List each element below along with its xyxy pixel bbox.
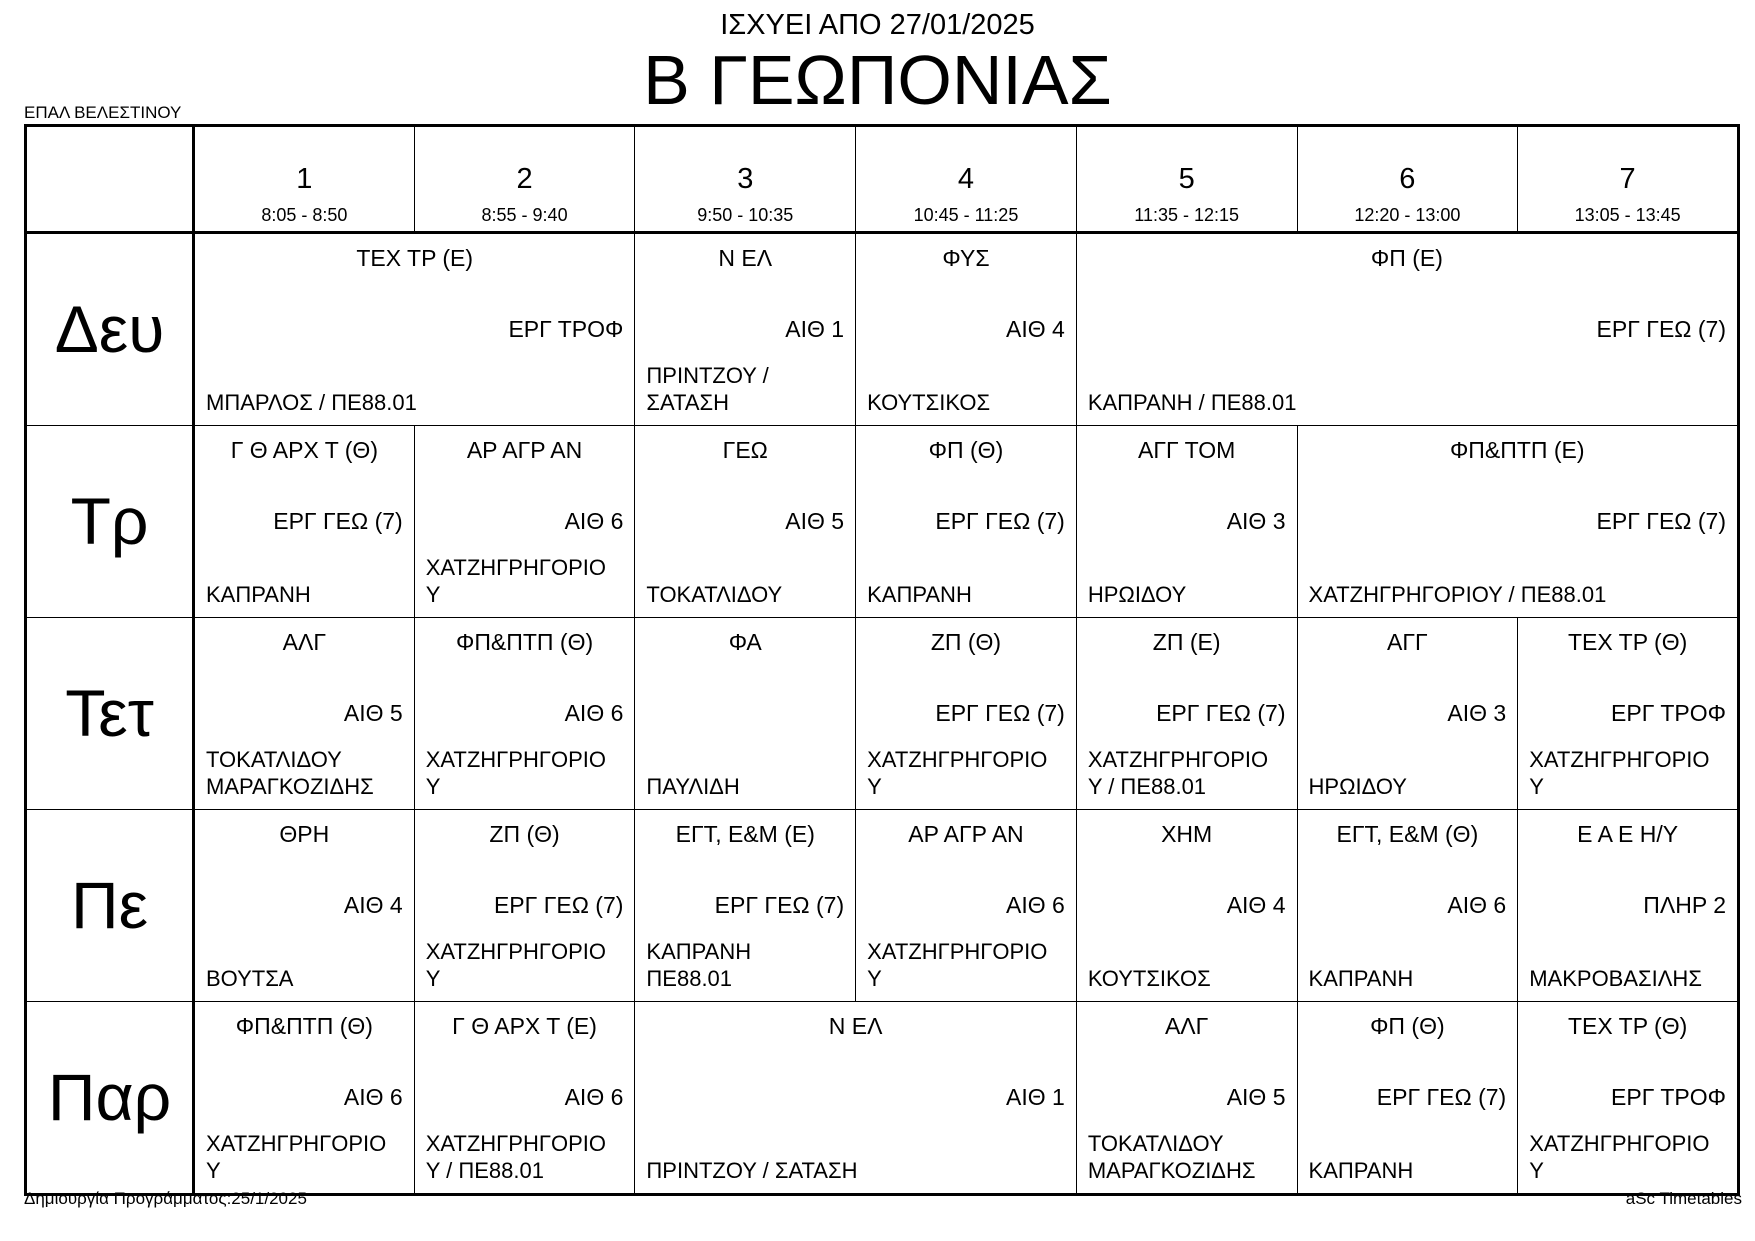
lesson-subject: ΑΓΓ ΤΟΜ: [1137, 437, 1236, 463]
period-number: 7: [1619, 163, 1636, 195]
lesson-subject: Γ Θ ΑΡΧ Τ (Ε): [452, 1013, 597, 1039]
period-header: [194, 126, 415, 233]
lesson-teacher: ΧΑΤΖΗΓΡΗΓΟΡΙΟ Υ: [425, 939, 606, 991]
lesson-teacher: ΚΑΠΡΑΝΗ ΠΕ88.01: [646, 939, 752, 991]
valid-from-date: ΙΣΧΥΕΙ ΑΠΟ 27/01/2025: [720, 9, 1035, 41]
period-number: 2: [516, 163, 533, 195]
lesson-teacher: ΧΑΤΖΗΓΡΗΓΟΡΙΟ Υ: [1529, 747, 1710, 799]
lesson-teacher: ΚΑΠΡΑΝΗ / ΠΕ88.01: [1087, 390, 1297, 415]
lesson-subject: ΦΠ&ΠΤΠ (Ε): [1449, 437, 1585, 463]
lesson-cell: [1297, 426, 1738, 618]
lesson-subject: ΦΠ&ΠΤΠ (Θ): [455, 629, 594, 655]
lesson-cell: [1297, 1002, 1518, 1195]
lesson-teacher: ΧΑΤΖΗΓΡΗΓΟΡΙΟ Υ / ΠΕ88.01: [425, 1131, 606, 1183]
lesson-teacher: ΧΑΤΖΗΓΡΗΓΟΡΙΟ Υ: [206, 1131, 387, 1183]
lesson-subject: ΖΠ (Θ): [489, 821, 560, 847]
class-title: Β ΓΕΩΠΟΝΙΑΣ: [643, 41, 1112, 119]
lesson-subject: ΧΗΜ: [1161, 821, 1213, 847]
lesson-subject: Ν ΕΛ: [828, 1013, 883, 1039]
lesson-subject: ΤΕΧ ΤΡ (Θ): [1567, 629, 1688, 655]
corner-cell: [26, 126, 194, 233]
day-label: Τρ: [26, 426, 194, 618]
lesson-room: ΕΡΓ ΤΡΟΦ: [1611, 700, 1726, 726]
lesson-subject: ΦΠ (Ε): [1370, 245, 1443, 271]
day-label: Πε: [26, 810, 194, 1002]
lesson-subject: ΖΠ (Θ): [930, 629, 1002, 655]
lesson-teacher: ΧΑΤΖΗΓΡΗΓΟΡΙΟΥ / ΠΕ88.01: [1308, 582, 1607, 607]
lesson-cell: [856, 618, 1077, 810]
period-time: 13:05 - 13:45: [1574, 205, 1681, 225]
lesson-room: ΑΙΘ 6: [1006, 892, 1065, 918]
school-name: ΕΠΑΛ ΒΕΛΕΣΤΙΝΟΥ: [24, 103, 182, 122]
timetable-header: [26, 126, 1739, 233]
lesson-subject: ΤΕΧ ΤΡ (Ε): [356, 245, 474, 271]
lesson-cell: [1518, 810, 1739, 1002]
lesson-room: ΕΡΓ ΓΕΩ (7): [935, 700, 1065, 726]
lesson-teacher: ΤΟΚΑΤΛΙΔΟΥ ΜΑΡΑΓΚΟΖΙΔΗΣ: [206, 747, 374, 799]
period-time: 8:55 - 9:40: [481, 205, 568, 225]
lesson-room: ΕΡΓ ΓΕΩ (7): [1376, 1084, 1507, 1110]
lesson-room: ΑΙΘ 5: [343, 700, 403, 726]
day-row: [26, 618, 1739, 810]
lesson-cell: [856, 810, 1077, 1002]
period-time: 10:45 - 11:25: [913, 205, 1019, 225]
lesson-teacher: ΚΑΠΡΑΝΗ: [1308, 966, 1414, 991]
lesson-room: ΑΙΘ 4: [343, 892, 403, 918]
lesson-teacher: ΚΟΥΤΣΙΚΟΣ: [867, 390, 991, 415]
period-number: 6: [1399, 163, 1416, 195]
lesson-room: ΑΙΘ 4: [1006, 316, 1065, 342]
lesson-cell: [635, 1002, 1076, 1195]
lesson-subject: ΕΓΤ, Ε&Μ (Ε): [675, 821, 815, 847]
generator-credit: aSc Timetables: [1625, 1189, 1742, 1208]
lesson-subject: Ε Α Ε Η/Υ: [1577, 821, 1679, 847]
lesson-room: ΕΡΓ ΓΕΩ (7): [493, 892, 624, 918]
lesson-teacher: ΚΟΥΤΣΙΚΟΣ: [1087, 966, 1211, 991]
lesson-subject: ΦΠ (Θ): [1370, 1013, 1445, 1039]
lesson-cell: [414, 810, 635, 1002]
lesson-room: ΕΡΓ ΤΡΟΦ: [508, 316, 624, 342]
lesson-teacher: ΠΑΥΛΙΔΗ: [646, 774, 740, 799]
timetable-body: [26, 233, 1739, 1195]
lesson-teacher: ΠΡΙΝΤΖΟΥ / ΣΑΤΑΣΗ: [646, 363, 769, 415]
lesson-room: ΑΙΘ 1: [785, 316, 845, 342]
lesson-room: ΕΡΓ ΓΕΩ (7): [273, 508, 403, 534]
period-header: [856, 126, 1077, 233]
lesson-cell: [414, 426, 635, 618]
lesson-teacher: ΧΑΤΖΗΓΡΗΓΟΡΙΟ Υ: [425, 555, 606, 607]
period-header: [1297, 126, 1518, 233]
lesson-subject: ΑΡ ΑΓΡ ΑΝ: [908, 821, 1024, 847]
lesson-room: ΠΛΗΡ 2: [1643, 892, 1726, 918]
period-time: 9:50 - 10:35: [697, 205, 794, 225]
lesson-subject: ΕΓΤ, Ε&Μ (Θ): [1336, 821, 1479, 847]
lesson-teacher: ΜΠΑΡΛΟΣ / ΠΕ88.01: [206, 390, 417, 415]
lesson-room: ΕΡΓ ΓΕΩ (7): [1596, 316, 1726, 342]
lesson-room: ΑΙΘ 6: [564, 700, 624, 726]
lesson-subject: Γ Θ ΑΡΧ Τ (Θ): [230, 437, 378, 463]
day-row: [26, 233, 1739, 426]
lesson-cell: [635, 426, 856, 618]
lesson-subject: ΦΥΣ: [942, 245, 990, 271]
lesson-room: ΕΡΓ ΓΕΩ (7): [714, 892, 845, 918]
lesson-teacher: ΤΟΚΑΤΛΙΔΟΥ ΜΑΡΑΓΚΟΖΙΔΗΣ: [1087, 1131, 1256, 1183]
lesson-cell: [194, 426, 415, 618]
lesson-teacher: ΒΟΥΤΣΑ: [206, 966, 294, 991]
period-number: 1: [296, 163, 313, 195]
lesson-subject: ΑΡ ΑΓΡ ΑΝ: [466, 437, 583, 463]
lesson-teacher: ΚΑΠΡΑΝΗ: [1308, 1158, 1414, 1183]
period-number: 5: [1178, 163, 1195, 195]
lesson-subject: Ν ΕΛ: [718, 245, 773, 271]
lesson-teacher: ΧΑΤΖΗΓΡΗΓΟΡΙΟ Υ: [425, 747, 606, 799]
day-label: Παρ: [26, 1002, 194, 1195]
lesson-teacher: ΧΑΤΖΗΓΡΗΓΟΡΙΟ Υ: [867, 747, 1048, 799]
lesson-subject: ΑΛΓ: [1164, 1013, 1209, 1039]
period-time: 12:20 - 13:00: [1354, 205, 1461, 225]
lesson-teacher: ΧΑΤΖΗΓΡΗΓΟΡΙΟ Υ: [1529, 1131, 1710, 1183]
lesson-cell: [1076, 426, 1297, 618]
created-date: Δημιουργία Προγράμματος:25/1/2025: [24, 1189, 307, 1208]
lesson-room: ΑΙΘ 1: [1006, 1084, 1065, 1110]
lesson-teacher: ΧΑΤΖΗΓΡΗΓΟΡΙΟ Υ: [867, 939, 1048, 991]
lesson-room: ΕΡΓ ΓΕΩ (7): [1596, 508, 1726, 534]
lesson-cell: [635, 618, 856, 810]
day-row: [26, 1002, 1739, 1195]
lesson-subject: ΦΠ (Θ): [928, 437, 1004, 463]
lesson-room: ΑΙΘ 6: [343, 1084, 403, 1110]
day-label: Δευ: [26, 233, 194, 426]
lesson-cell: [194, 233, 635, 426]
lesson-teacher: ΚΑΠΡΑΝΗ: [867, 582, 972, 607]
lesson-cell: [1076, 233, 1738, 426]
lesson-cell: [414, 618, 635, 810]
day-label: Τετ: [26, 618, 194, 810]
lesson-teacher: ΗΡΩΙΔΟΥ: [1308, 774, 1407, 799]
lesson-teacher: ΧΑΤΖΗΓΡΗΓΟΡΙΟ Υ / ΠΕ88.01: [1087, 747, 1269, 799]
lesson-teacher: ΗΡΩΙΔΟΥ: [1087, 582, 1187, 607]
lesson-subject: ΖΠ (Ε): [1152, 629, 1221, 655]
period-header: [414, 126, 635, 233]
lesson-room: ΕΡΓ ΓΕΩ (7): [935, 508, 1065, 534]
lesson-cell: [194, 1002, 415, 1195]
lesson-subject: ΦΑ: [728, 629, 762, 655]
lesson-teacher: ΚΑΠΡΑΝΗ: [206, 582, 311, 607]
lesson-cell: [194, 618, 415, 810]
lesson-subject: ΑΓΓ: [1387, 629, 1428, 655]
lesson-cell: [1076, 1002, 1297, 1195]
lesson-cell: [1518, 1002, 1739, 1195]
lesson-room: ΕΡΓ ΓΕΩ (7): [1156, 700, 1286, 726]
lesson-cell: [635, 233, 856, 426]
period-number: 3: [737, 163, 754, 195]
lesson-cell: [635, 810, 856, 1002]
lesson-teacher: ΤΟΚΑΤΛΙΔΟΥ: [646, 582, 783, 607]
lesson-room: ΑΙΘ 6: [564, 1084, 624, 1110]
lesson-subject: ΤΕΧ ΤΡ (Θ): [1567, 1013, 1688, 1039]
period-header: [635, 126, 856, 233]
lesson-cell: [1297, 810, 1518, 1002]
lesson-subject: ΘΡΗ: [279, 821, 330, 847]
period-time: 11:35 - 12:15: [1134, 205, 1240, 225]
lesson-room: ΑΙΘ 4: [1226, 892, 1286, 918]
lesson-cell: [856, 426, 1077, 618]
lesson-teacher: ΠΡΙΝΤΖΟΥ / ΣΑΤΑΣΗ: [646, 1158, 858, 1183]
period-number: 4: [957, 163, 975, 195]
period-time: 8:05 - 8:50: [261, 205, 348, 225]
lesson-cell: [1076, 618, 1297, 810]
lesson-cell: [1076, 810, 1297, 1002]
day-row: [26, 810, 1739, 1002]
lesson-subject: ΑΛΓ: [282, 629, 327, 655]
timetable: [24, 124, 1740, 1196]
lesson-room: ΑΙΘ 3: [1447, 700, 1507, 726]
lesson-cell: [414, 1002, 635, 1195]
lesson-room: ΑΙΘ 3: [1226, 508, 1286, 534]
day-row: [26, 426, 1739, 618]
lesson-cell: [1518, 618, 1739, 810]
lesson-teacher: ΜΑΚΡΟΒΑΣΙΛΗΣ: [1529, 966, 1702, 991]
period-header: [1518, 126, 1739, 233]
lesson-room: ΑΙΘ 6: [564, 508, 624, 534]
lesson-cell: [856, 233, 1077, 426]
lesson-room: ΑΙΘ 5: [785, 508, 845, 534]
lesson-room: ΑΙΘ 6: [1447, 892, 1507, 918]
lesson-room: ΑΙΘ 5: [1226, 1084, 1286, 1110]
lesson-cell: [194, 810, 415, 1002]
lesson-room: ΕΡΓ ΤΡΟΦ: [1611, 1084, 1726, 1110]
period-header-row: [26, 126, 1739, 233]
period-header: [1076, 126, 1297, 233]
lesson-cell: [1297, 618, 1518, 810]
lesson-subject: ΦΠ&ΠΤΠ (Θ): [235, 1013, 373, 1039]
lesson-subject: ΓΕΩ: [722, 437, 768, 463]
